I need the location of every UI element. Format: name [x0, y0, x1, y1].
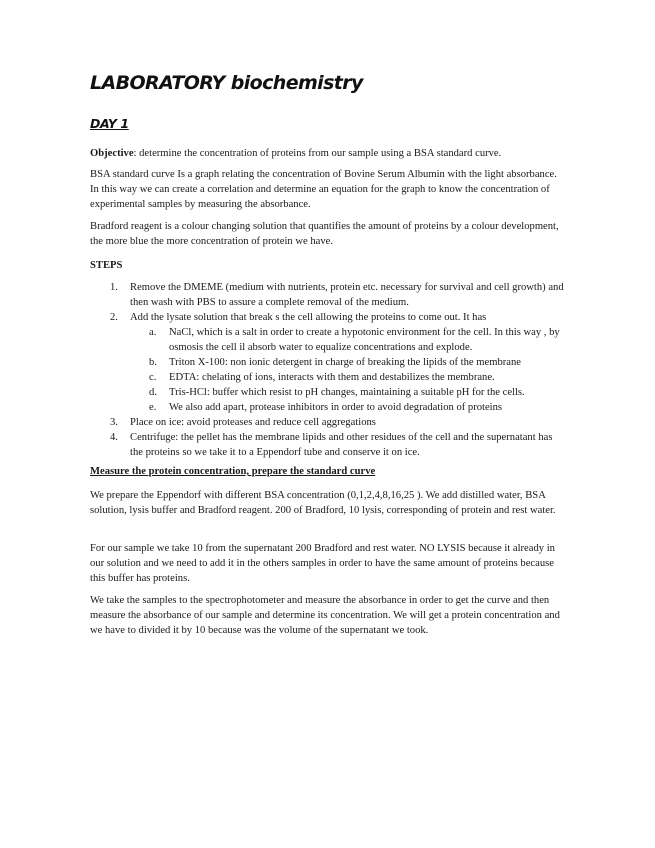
objective-label: Objective	[90, 148, 134, 159]
step-number: 2.	[110, 312, 118, 323]
sub-item-letter: b.	[149, 357, 157, 368]
step-text: Remove the DMEME (medium with nutrients, protein etc. necessary for survival and cell growth) and then wash with PBS to assure a complete removal of the medium.	[130, 282, 564, 308]
sub-item	[130, 325, 565, 355]
steps-heading: STEPS	[90, 260, 123, 271]
sub-item	[130, 355, 565, 370]
sub-item-text: We also add apart, protease inhibitors in order to avoid degradation of proteins	[169, 402, 503, 413]
sub-item	[130, 385, 565, 400]
steps-list	[90, 280, 565, 460]
objective-paragraph	[90, 146, 565, 161]
measure-heading: Measure the protein concentration, prepare the standard curve	[90, 466, 376, 477]
step-number: 1.	[110, 282, 118, 293]
sub-item-letter: c.	[149, 372, 157, 383]
sub-item-letter: e.	[149, 402, 157, 413]
sub-item	[130, 370, 565, 385]
step-text: Centrifuge: the pellet has the membrane lipids and other residues of the cell and the supernatant has the proteins so we take it to a Eppendorf tube and conserve it on ice.	[130, 432, 553, 458]
sub-item-text: Tris-HCl: buffer which resist to pH changes, maintaining a suitable pH for the cells.	[169, 387, 525, 398]
step-item	[90, 280, 565, 310]
sub-item	[130, 400, 565, 415]
bradford-paragraph: Bradford reagent is a colour changing solution that quantifies the amount of proteins by a colour development, the more blue the more concentration of protein we have.	[90, 221, 559, 247]
measure-paragraph-1: We prepare the Eppendorf with different BSA concentration (0,1,2,4,8,16,25 ). We add distilled water, BSA solution, lysis buffer and Bradford reagent. 200 of Bradford, 10 lysis, corresponding of protein and rest water.	[90, 490, 556, 516]
objective-text: : determine the concentration of proteins from our sample using a BSA standard curve.	[133, 148, 502, 159]
page-title: LABORATORY biochemistry	[90, 72, 363, 94]
sub-item-letter: a.	[149, 327, 157, 338]
measure-paragraph-3: We take the samples to the spectrophotometer and measure the absorbance in order to get the curve and then measure the absorbance of our sample and determine its concentration. We will get a protein concentration and we have to divided it by 10 because was the volume of the supernatant we took.	[90, 595, 560, 636]
lysate-components-list	[130, 325, 565, 415]
step-item	[90, 415, 565, 430]
step-number: 3.	[110, 417, 118, 428]
sub-item-letter: d.	[149, 387, 157, 398]
sub-item-text: NaCl, which is a salt in order to create a hypotonic environment for the cell. In this way , by osmosis the cell il absorb water to equalize concentrations and explode.	[169, 327, 560, 353]
day-heading: DAY 1	[90, 116, 129, 131]
sub-item-text: EDTA: chelating of ions, interacts with them and destabilizes the membrane.	[169, 372, 495, 383]
step-item	[90, 310, 565, 415]
step-item	[90, 430, 565, 460]
sub-item-text: Triton X-100: non ionic detergent in charge of breaking the lipids of the membrane	[169, 357, 521, 368]
bsa-paragraph: BSA standard curve Is a graph relating the concentration of Bovine Serum Albumin with the light absorbance. In this way we can create a correlation and determine an equation for the graph to know the concentration of experimental samples by measuring the absorbance.	[90, 169, 557, 210]
step-text: Add the lysate solution that break s the cell allowing the proteins to come out. It has	[130, 312, 487, 323]
step-number: 4.	[110, 432, 118, 443]
step-text: Place on ice: avoid proteases and reduce cell aggregations	[130, 417, 376, 428]
measure-paragraph-2: For our sample we take 10 from the supernatant 200 Bradford and rest water. NO LYSIS because it already in our solution and we need to add it in the others samples in order to have the same amount of proteins because this buffer has proteins.	[90, 543, 555, 584]
